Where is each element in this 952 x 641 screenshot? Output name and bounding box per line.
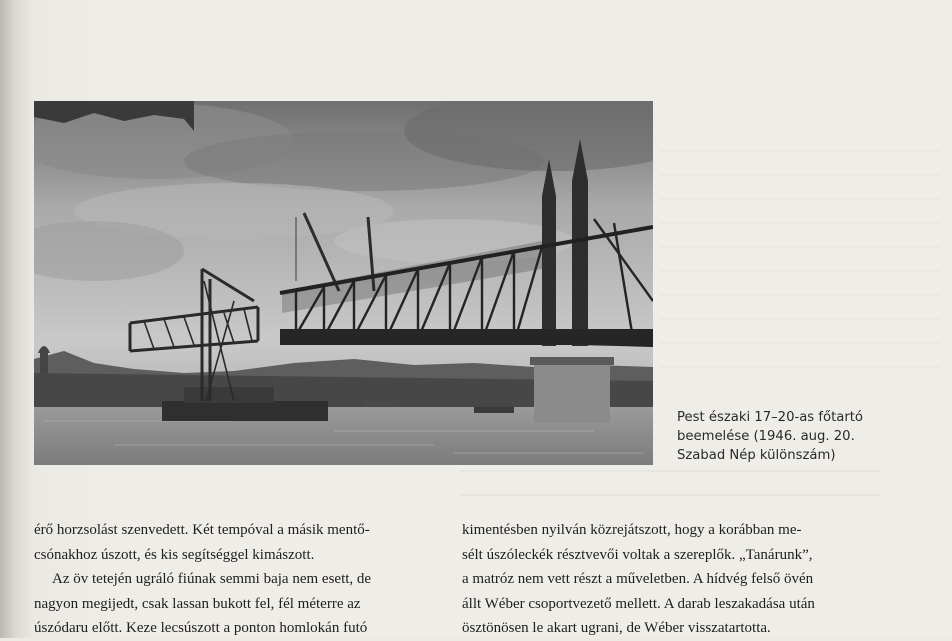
text-line: a matróz nem vett részt a műveletben. A hídvég felső övén (462, 571, 814, 588)
text-line: nagyon megijedt, csak lassan bukott fel, fél méterre az (34, 595, 361, 612)
left-text-column (34, 518, 438, 641)
show-through-text (460, 470, 880, 510)
photo-caption (677, 408, 882, 465)
text-line: kimentésben nyilván közrejátszott, hogy a korábban me- (462, 522, 802, 538)
right-text-column (462, 518, 872, 641)
text-line: állt Wéber csoportvezető mellett. A darab leszakadása után (462, 595, 815, 612)
text-line: Az öv tetején ugráló fiúnak semmi baja nem esett, de (52, 571, 372, 588)
caption-line: Szabad Nép különszám) (677, 448, 836, 463)
text-line: érő horzsolást szenvedett. Két tempóval a másik mentő- (34, 522, 370, 538)
text-line: sélt úszóleckék résztvevői voltak a szereplők. „Tanárunk”, (462, 546, 813, 563)
caption-line: Pest északi 17–20-as főtartó (677, 410, 863, 425)
bridge-construction-photo (34, 101, 653, 465)
caption-line: beemelése (1946. aug. 20. (677, 429, 855, 444)
text-line: úszódaru előtt. Keze lecsúszott a ponton homlokán futó (34, 620, 368, 637)
text-line: ösztönösen le akart ugrani, de Wéber visszatartotta. (462, 620, 771, 637)
show-through-text (660, 150, 940, 390)
text-line: csónakhoz úszott, és kis segítséggel kimászott. (34, 546, 315, 563)
